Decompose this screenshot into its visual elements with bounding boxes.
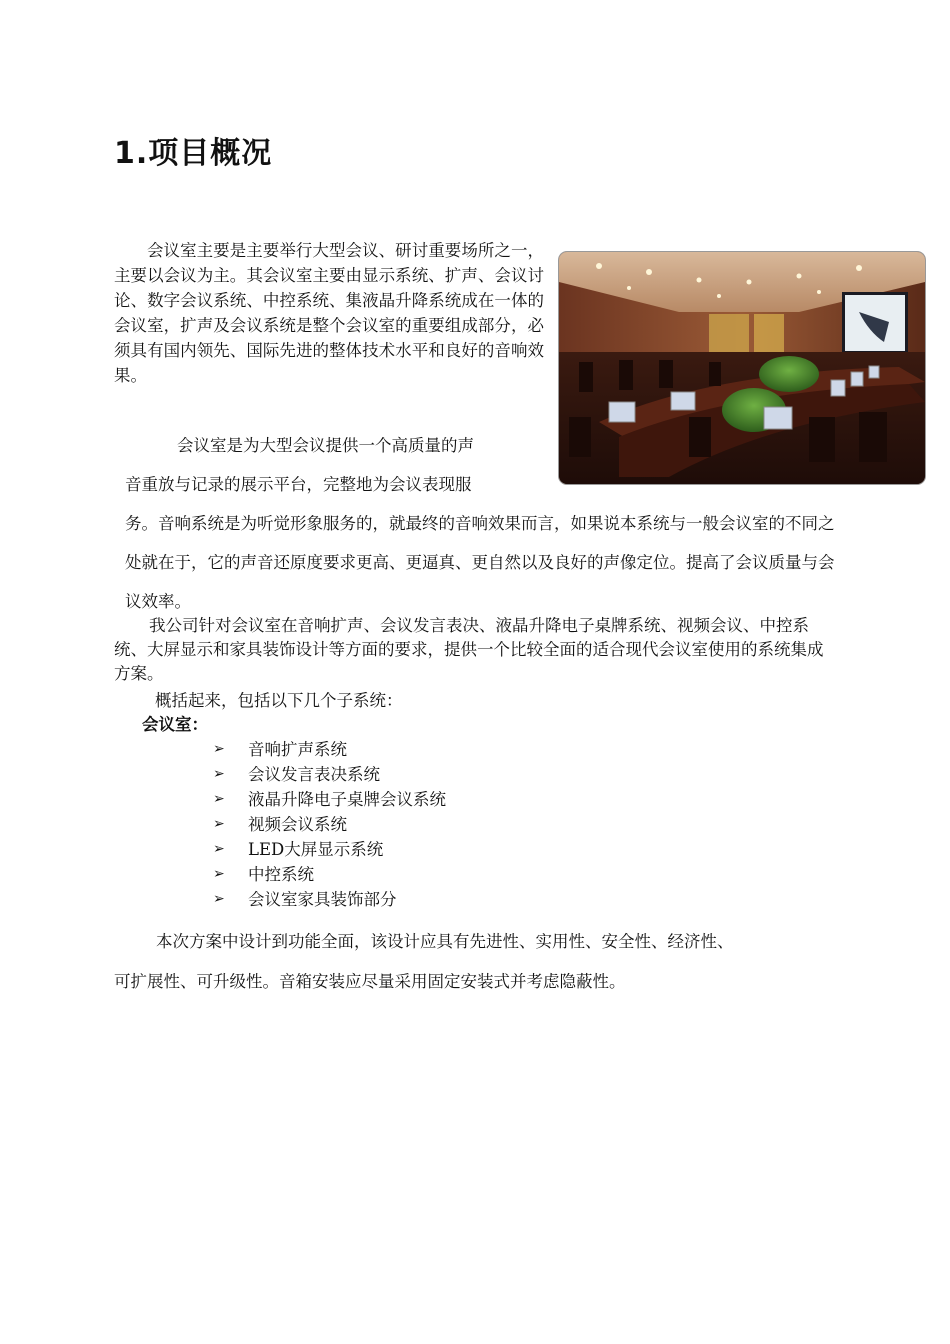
paragraph-2-rest: 务。音响系统是为听觉形象服务的，就最终的音响效果而言，如果说本系统与一般会议室的不同之处就在于，它的声音还原度要求更高、更逼真、更自然以及良好的声像定位。提高了会议质量与会议效率。 bbox=[125, 514, 835, 611]
list-item-label: LED大屏显示系统 bbox=[248, 840, 384, 859]
arrow-bullet-icon: ➢ bbox=[213, 866, 225, 882]
list-item bbox=[213, 762, 446, 787]
conference-room-photo bbox=[559, 252, 925, 484]
paragraph-3: 我公司针对会议室在音响扩声、会议发言表决、液晶升降电子桌牌系统、视频会议、中控系统、大屏显示和家具装饰设计等方面的要求，提供一个比较全面的适合现代会议室使用的系统集成方案。 bbox=[114, 616, 824, 683]
arrow-bullet-icon: ➢ bbox=[213, 791, 225, 807]
arrow-bullet-icon: ➢ bbox=[213, 816, 225, 832]
paragraph-5-line-1: 本次方案中设计到功能全面，该设计应具有先进性、实用性、安全性、经济性、 bbox=[156, 932, 734, 951]
list-item bbox=[213, 737, 446, 762]
paragraph-2-lines bbox=[125, 426, 541, 504]
subsystem-list bbox=[213, 737, 446, 912]
intro-paragraph: 会议室主要是主要举行大型会议、研讨重要场所之一，主要以会议为主。其会议室主要由显示系统、扩声、会议讨论、数字会议系统、中控系统、集液晶升降系统成在一体的会议室，扩声及会议系统是整个会议室的重要组成部分，必须具有国内领先、国际先进的整体技术水平和良好的音响效果。 bbox=[114, 241, 544, 385]
paragraph-2-line-2: 音重放与记录的展示平台，完整地为会议表现服 bbox=[125, 475, 472, 494]
list-item bbox=[213, 787, 446, 812]
arrow-bullet-icon: ➢ bbox=[213, 891, 225, 907]
arrow-bullet-icon: ➢ bbox=[213, 766, 225, 782]
list-item bbox=[213, 812, 446, 837]
paragraph-5 bbox=[114, 922, 836, 1002]
list-item-label: 会议发言表决系统 bbox=[248, 765, 380, 784]
list-item-label: 会议室家具装饰部分 bbox=[248, 890, 397, 909]
paragraph-5-line-2: 可扩展性、可升级性。音箱安装应尽量采用固定安装式并考虑隐蔽性。 bbox=[114, 972, 626, 991]
list-item-label: 视频会议系统 bbox=[248, 815, 347, 834]
list-item bbox=[213, 837, 446, 862]
arrow-bullet-icon: ➢ bbox=[213, 741, 225, 757]
section-heading: 1.项目概况 bbox=[114, 136, 273, 171]
list-item-label: 音响扩声系统 bbox=[248, 740, 347, 759]
list-item-label: 液晶升降电子桌牌会议系统 bbox=[248, 790, 446, 809]
list-item bbox=[213, 887, 446, 912]
list-item-label: 中控系统 bbox=[248, 865, 314, 884]
arrow-bullet-icon: ➢ bbox=[213, 841, 225, 857]
subsection-heading: 会议室： bbox=[142, 715, 208, 734]
conference-room-illustration bbox=[559, 252, 925, 484]
paragraph-2-line-1: 会议室是为大型会议提供一个高质量的声 bbox=[177, 436, 474, 455]
paragraph-4: 概括起来，包括以下几个子系统： bbox=[155, 691, 403, 710]
list-item bbox=[213, 862, 446, 887]
